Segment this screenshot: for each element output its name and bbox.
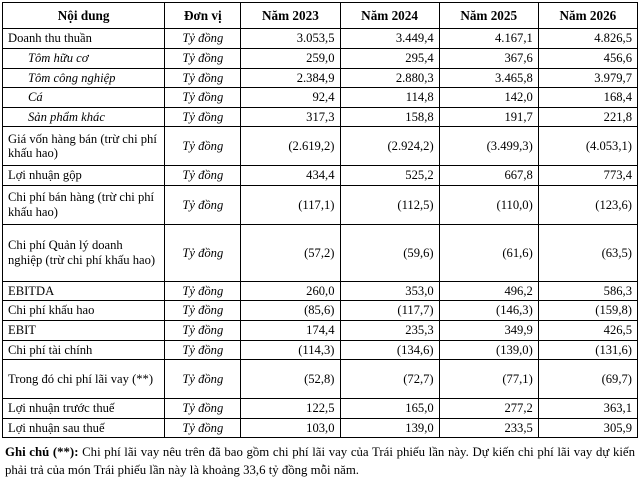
row-unit: Tỷ đồng bbox=[165, 399, 241, 419]
cell-2024: 353,0 bbox=[340, 281, 439, 301]
cell-2024: (59,6) bbox=[340, 224, 439, 281]
cell-2026: 426,5 bbox=[538, 321, 637, 341]
row-label: Tôm công nghiệp bbox=[3, 68, 165, 88]
table-row bbox=[3, 29, 638, 49]
cell-2025: 277,2 bbox=[439, 399, 538, 419]
row-unit: Tỷ đồng bbox=[165, 29, 241, 49]
cell-2026: 363,1 bbox=[538, 399, 637, 419]
table-row bbox=[3, 399, 638, 419]
row-unit: Tỷ đồng bbox=[165, 68, 241, 88]
row-label: Giá vốn hàng bán (trừ chi phí khấu hao) bbox=[3, 127, 165, 166]
cell-2023: (117,1) bbox=[241, 185, 340, 224]
row-unit: Tỷ đồng bbox=[165, 301, 241, 321]
row-label: EBITDA bbox=[3, 281, 165, 301]
cell-2026: 4.826,5 bbox=[538, 29, 637, 49]
cell-2026: 221,8 bbox=[538, 107, 637, 127]
row-unit: Tỷ đồng bbox=[165, 107, 241, 127]
table-row bbox=[3, 127, 638, 166]
table-row bbox=[3, 107, 638, 127]
row-unit: Tỷ đồng bbox=[165, 360, 241, 399]
column-header-year-2024: Năm 2024 bbox=[340, 3, 439, 29]
header-row bbox=[3, 3, 638, 29]
cell-2023: 174,4 bbox=[241, 321, 340, 341]
table-row bbox=[3, 281, 638, 301]
cell-2024: 525,2 bbox=[340, 166, 439, 186]
cell-2025: (3.499,3) bbox=[439, 127, 538, 166]
cell-2025: (77,1) bbox=[439, 360, 538, 399]
row-unit: Tỷ đồng bbox=[165, 321, 241, 341]
row-unit: Tỷ đồng bbox=[165, 418, 241, 438]
cell-2025: 4.167,1 bbox=[439, 29, 538, 49]
table-header bbox=[3, 3, 638, 29]
table-row bbox=[3, 340, 638, 360]
cell-2026: 168,4 bbox=[538, 88, 637, 108]
table-row bbox=[3, 360, 638, 399]
row-label: Trong đó chi phí lãi vay (**) bbox=[3, 360, 165, 399]
cell-2023: 92,4 bbox=[241, 88, 340, 108]
cell-2024: 2.880,3 bbox=[340, 68, 439, 88]
cell-2025: 233,5 bbox=[439, 418, 538, 438]
row-unit: Tỷ đồng bbox=[165, 127, 241, 166]
cell-2024: 295,4 bbox=[340, 48, 439, 68]
cell-2025: 667,8 bbox=[439, 166, 538, 186]
footnote-prefix: Ghi chú (**): bbox=[5, 445, 79, 460]
table-row bbox=[3, 68, 638, 88]
row-unit: Tỷ đồng bbox=[165, 48, 241, 68]
table-row bbox=[3, 48, 638, 68]
table-row bbox=[3, 224, 638, 281]
cell-2026: (123,6) bbox=[538, 185, 637, 224]
table-row bbox=[3, 418, 638, 438]
cell-2023: 317,3 bbox=[241, 107, 340, 127]
table-row bbox=[3, 166, 638, 186]
cell-2023: (2.619,2) bbox=[241, 127, 340, 166]
cell-2023: (57,2) bbox=[241, 224, 340, 281]
cell-2025: 191,7 bbox=[439, 107, 538, 127]
table-row bbox=[3, 301, 638, 321]
row-label: Chi phí Quản lý doanh nghiệp (trừ chi phí khấu hao) bbox=[3, 224, 165, 281]
cell-2025: 142,0 bbox=[439, 88, 538, 108]
row-label: Chi phí tài chính bbox=[3, 340, 165, 360]
cell-2023: (85,6) bbox=[241, 301, 340, 321]
row-unit: Tỷ đồng bbox=[165, 281, 241, 301]
cell-2024: 139,0 bbox=[340, 418, 439, 438]
table-row bbox=[3, 321, 638, 341]
cell-2026: 3.979,7 bbox=[538, 68, 637, 88]
row-label: Tôm hữu cơ bbox=[3, 48, 165, 68]
row-label: EBIT bbox=[3, 321, 165, 341]
cell-2024: 158,8 bbox=[340, 107, 439, 127]
cell-2026: 456,6 bbox=[538, 48, 637, 68]
column-header-year-2023: Năm 2023 bbox=[241, 3, 340, 29]
cell-2026: (159,8) bbox=[538, 301, 637, 321]
row-label: Sản phẩm khác bbox=[3, 107, 165, 127]
cell-2026: 773,4 bbox=[538, 166, 637, 186]
cell-2024: (72,7) bbox=[340, 360, 439, 399]
table-row bbox=[3, 185, 638, 224]
cell-2026: 586,3 bbox=[538, 281, 637, 301]
cell-2025: 367,6 bbox=[439, 48, 538, 68]
row-label: Lợi nhuận gộp bbox=[3, 166, 165, 186]
row-unit: Tỷ đồng bbox=[165, 340, 241, 360]
cell-2024: 235,3 bbox=[340, 321, 439, 341]
cell-2024: 3.449,4 bbox=[340, 29, 439, 49]
cell-2025: 3.465,8 bbox=[439, 68, 538, 88]
column-header-unit: Đơn vị bbox=[165, 3, 241, 29]
table-body bbox=[3, 29, 638, 438]
column-header-year-2025: Năm 2025 bbox=[439, 3, 538, 29]
cell-2025: 349,9 bbox=[439, 321, 538, 341]
cell-2023: (114,3) bbox=[241, 340, 340, 360]
footnote-text: Chi phí lãi vay nêu trên đã bao gồm chi phí lãi vay của Trái phiếu lần này. Dự kiến chi phí lãi vay dự kiến phải trả của món Trái phiếu lần này là khoảng 33,6 tỷ đồng mỗi năm. bbox=[5, 445, 635, 477]
cell-2024: (134,6) bbox=[340, 340, 439, 360]
row-label: Doanh thu thuần bbox=[3, 29, 165, 49]
cell-2024: (112,5) bbox=[340, 185, 439, 224]
cell-2026: (63,5) bbox=[538, 224, 637, 281]
row-label: Lợi nhuận sau thuế bbox=[3, 418, 165, 438]
cell-2026: (131,6) bbox=[538, 340, 637, 360]
financial-projection-table bbox=[2, 2, 638, 438]
row-unit: Tỷ đồng bbox=[165, 224, 241, 281]
row-unit: Tỷ đồng bbox=[165, 166, 241, 186]
row-label: Cá bbox=[3, 88, 165, 108]
column-header-year-2026: Năm 2026 bbox=[538, 3, 637, 29]
cell-2024: 114,8 bbox=[340, 88, 439, 108]
cell-2024: (2.924,2) bbox=[340, 127, 439, 166]
cell-2026: 305,9 bbox=[538, 418, 637, 438]
cell-2025: (146,3) bbox=[439, 301, 538, 321]
cell-2025: (61,6) bbox=[439, 224, 538, 281]
cell-2026: (4.053,1) bbox=[538, 127, 637, 166]
row-label: Chi phí khấu hao bbox=[3, 301, 165, 321]
cell-2025: (110,0) bbox=[439, 185, 538, 224]
cell-2024: 165,0 bbox=[340, 399, 439, 419]
cell-2025: (139,0) bbox=[439, 340, 538, 360]
cell-2023: (52,8) bbox=[241, 360, 340, 399]
cell-2023: 122,5 bbox=[241, 399, 340, 419]
cell-2024: (117,7) bbox=[340, 301, 439, 321]
cell-2023: 434,4 bbox=[241, 166, 340, 186]
cell-2026: (69,7) bbox=[538, 360, 637, 399]
row-label: Chi phí bán hàng (trừ chi phí khấu hao) bbox=[3, 185, 165, 224]
cell-2023: 2.384,9 bbox=[241, 68, 340, 88]
table-row bbox=[3, 88, 638, 108]
cell-2025: 496,2 bbox=[439, 281, 538, 301]
cell-2023: 260,0 bbox=[241, 281, 340, 301]
cell-2023: 259,0 bbox=[241, 48, 340, 68]
row-unit: Tỷ đồng bbox=[165, 185, 241, 224]
cell-2023: 103,0 bbox=[241, 418, 340, 438]
cell-2023: 3.053,5 bbox=[241, 29, 340, 49]
table-footnote bbox=[2, 444, 638, 478]
row-unit: Tỷ đồng bbox=[165, 88, 241, 108]
row-label: Lợi nhuận trước thuế bbox=[3, 399, 165, 419]
column-header-content: Nội dung bbox=[3, 3, 165, 29]
